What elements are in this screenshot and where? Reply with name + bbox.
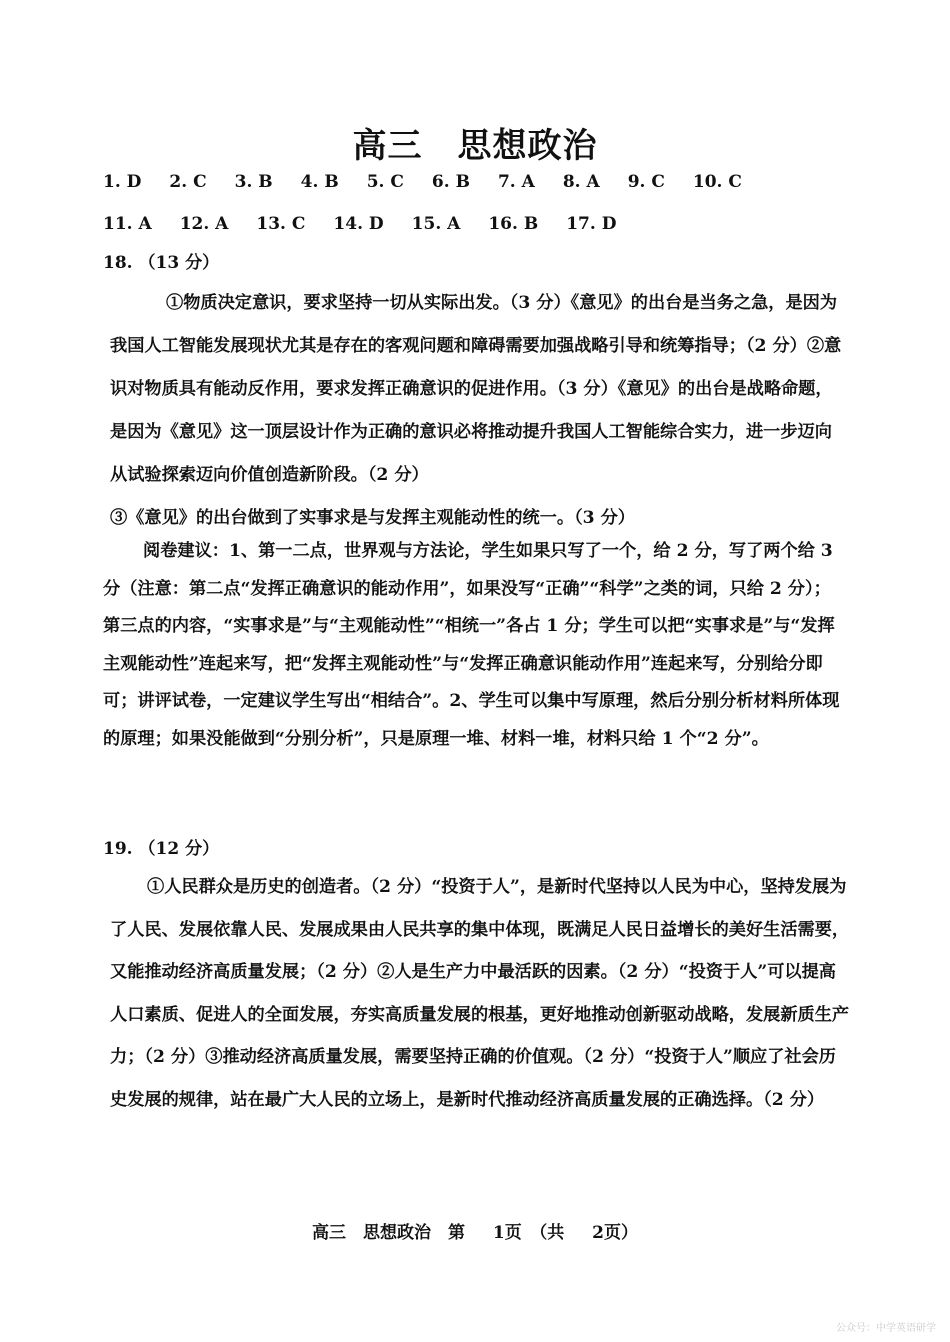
answer-item: 12. A [179, 214, 229, 234]
answer-item: 1. D [103, 172, 142, 192]
page-title: 高三 思想政治 [352, 126, 598, 166]
watermark: 公众号：中学英语研学 [836, 1323, 936, 1334]
answer-item: 9. C [627, 172, 665, 192]
answer-item: 11. A [103, 214, 152, 234]
answer-item: 2. C [169, 172, 207, 192]
answer-item: 4. B [300, 172, 339, 192]
question-19-answer: ①人民群众是历史的创造者。（2 分）“投资于人”，是新时代坚持以人民为中心，坚持发展为了人民、发展依靠人民、发展成果由人民共享的集中体现，既满足人民日益增长的美好生活需要，又能推动经济高质量发展；（2 分）②人是生产力中最活跃的因素。（2 分）“投资于人”可以提高人口素质、促进人的全面发展，夯实高质量发展的根基，更好地推动创新驱动战略，发展新质生产力；（2 分）③推动经济高质量发展，需要坚持正确的价值观。（2 分）“投资于人”顺应了社会历史发展的规律，站在最广大人民的立场上，是新时代推动经济高质量发展的正确选择。（2 分） [110, 877, 850, 1110]
answer-item: 5. C [366, 172, 404, 192]
answer-key-row-2 [103, 214, 644, 234]
answer-item: 10. C [692, 172, 742, 192]
answer-item: 14. D [333, 214, 384, 234]
question-18-grading-note: 阅卷建议：1、第一二点，世界观与方法论，学生如果只写了一个，给 2 分，写了两个给 3 分（注意：第二点“发挥正确意识的能动作用”，如果没写“正确”“科学”之类的词，只给 2 分）；第三点的内容，“实事求是”与“主观能动性”“相统一”各占 1 分；学生可以把“实事求是”与“发挥主观能动性”连起来写，把“发挥主观能动性”与“发挥正确意识能动作用”连起来写，分别给分即可；讲评试卷，一定建议学生写出“相结合”。2、学生可以集中写原理，然后分别分析材料所体现的原理；如果没能做到“分别分析”，只是原理一堆、材料一堆，材料只给 1 个“2 分”。 [103, 541, 840, 749]
question-18-heading: 18. （13 分） [103, 253, 220, 273]
question-19-heading: 19. （12 分） [103, 839, 220, 859]
answer-item: 8. A [562, 172, 600, 192]
answer-key-row-1 [103, 172, 770, 192]
answer-item: 7. A [497, 172, 535, 192]
question-18-answer: ①物质决定意识，要求坚持一切从实际出发。（3 分）《意见》的出台是当务之急，是因为我国人工智能发展现状尤其是存在的客观问题和障碍需要加强战略引导和统筹指导；（2 分）②意识对物质具有能动反作用，要求发挥正确意识的促进作用。（3 分）《意见》的出台是战略命题，是因为《意见》这一顶层设计作为正确的意识必将推动提升我国人工智能综合实力，进一步迈向从试验探索迈向价值创造新阶段。（2 分） [110, 293, 842, 485]
page-footer: 高三 思想政治 第 1页 （共 2页） [312, 1223, 638, 1243]
answer-item: 16. B [488, 214, 539, 234]
answer-item: 3. B [234, 172, 273, 192]
question-18-point-3: ③《意见》的出台做到了实事求是与发挥主观能动性的统一。（3 分） [110, 508, 635, 528]
answer-item: 17. D [566, 214, 617, 234]
answer-item: 15. A [411, 214, 461, 234]
answer-item: 13. C [256, 214, 306, 234]
answer-item: 6. B [431, 172, 470, 192]
